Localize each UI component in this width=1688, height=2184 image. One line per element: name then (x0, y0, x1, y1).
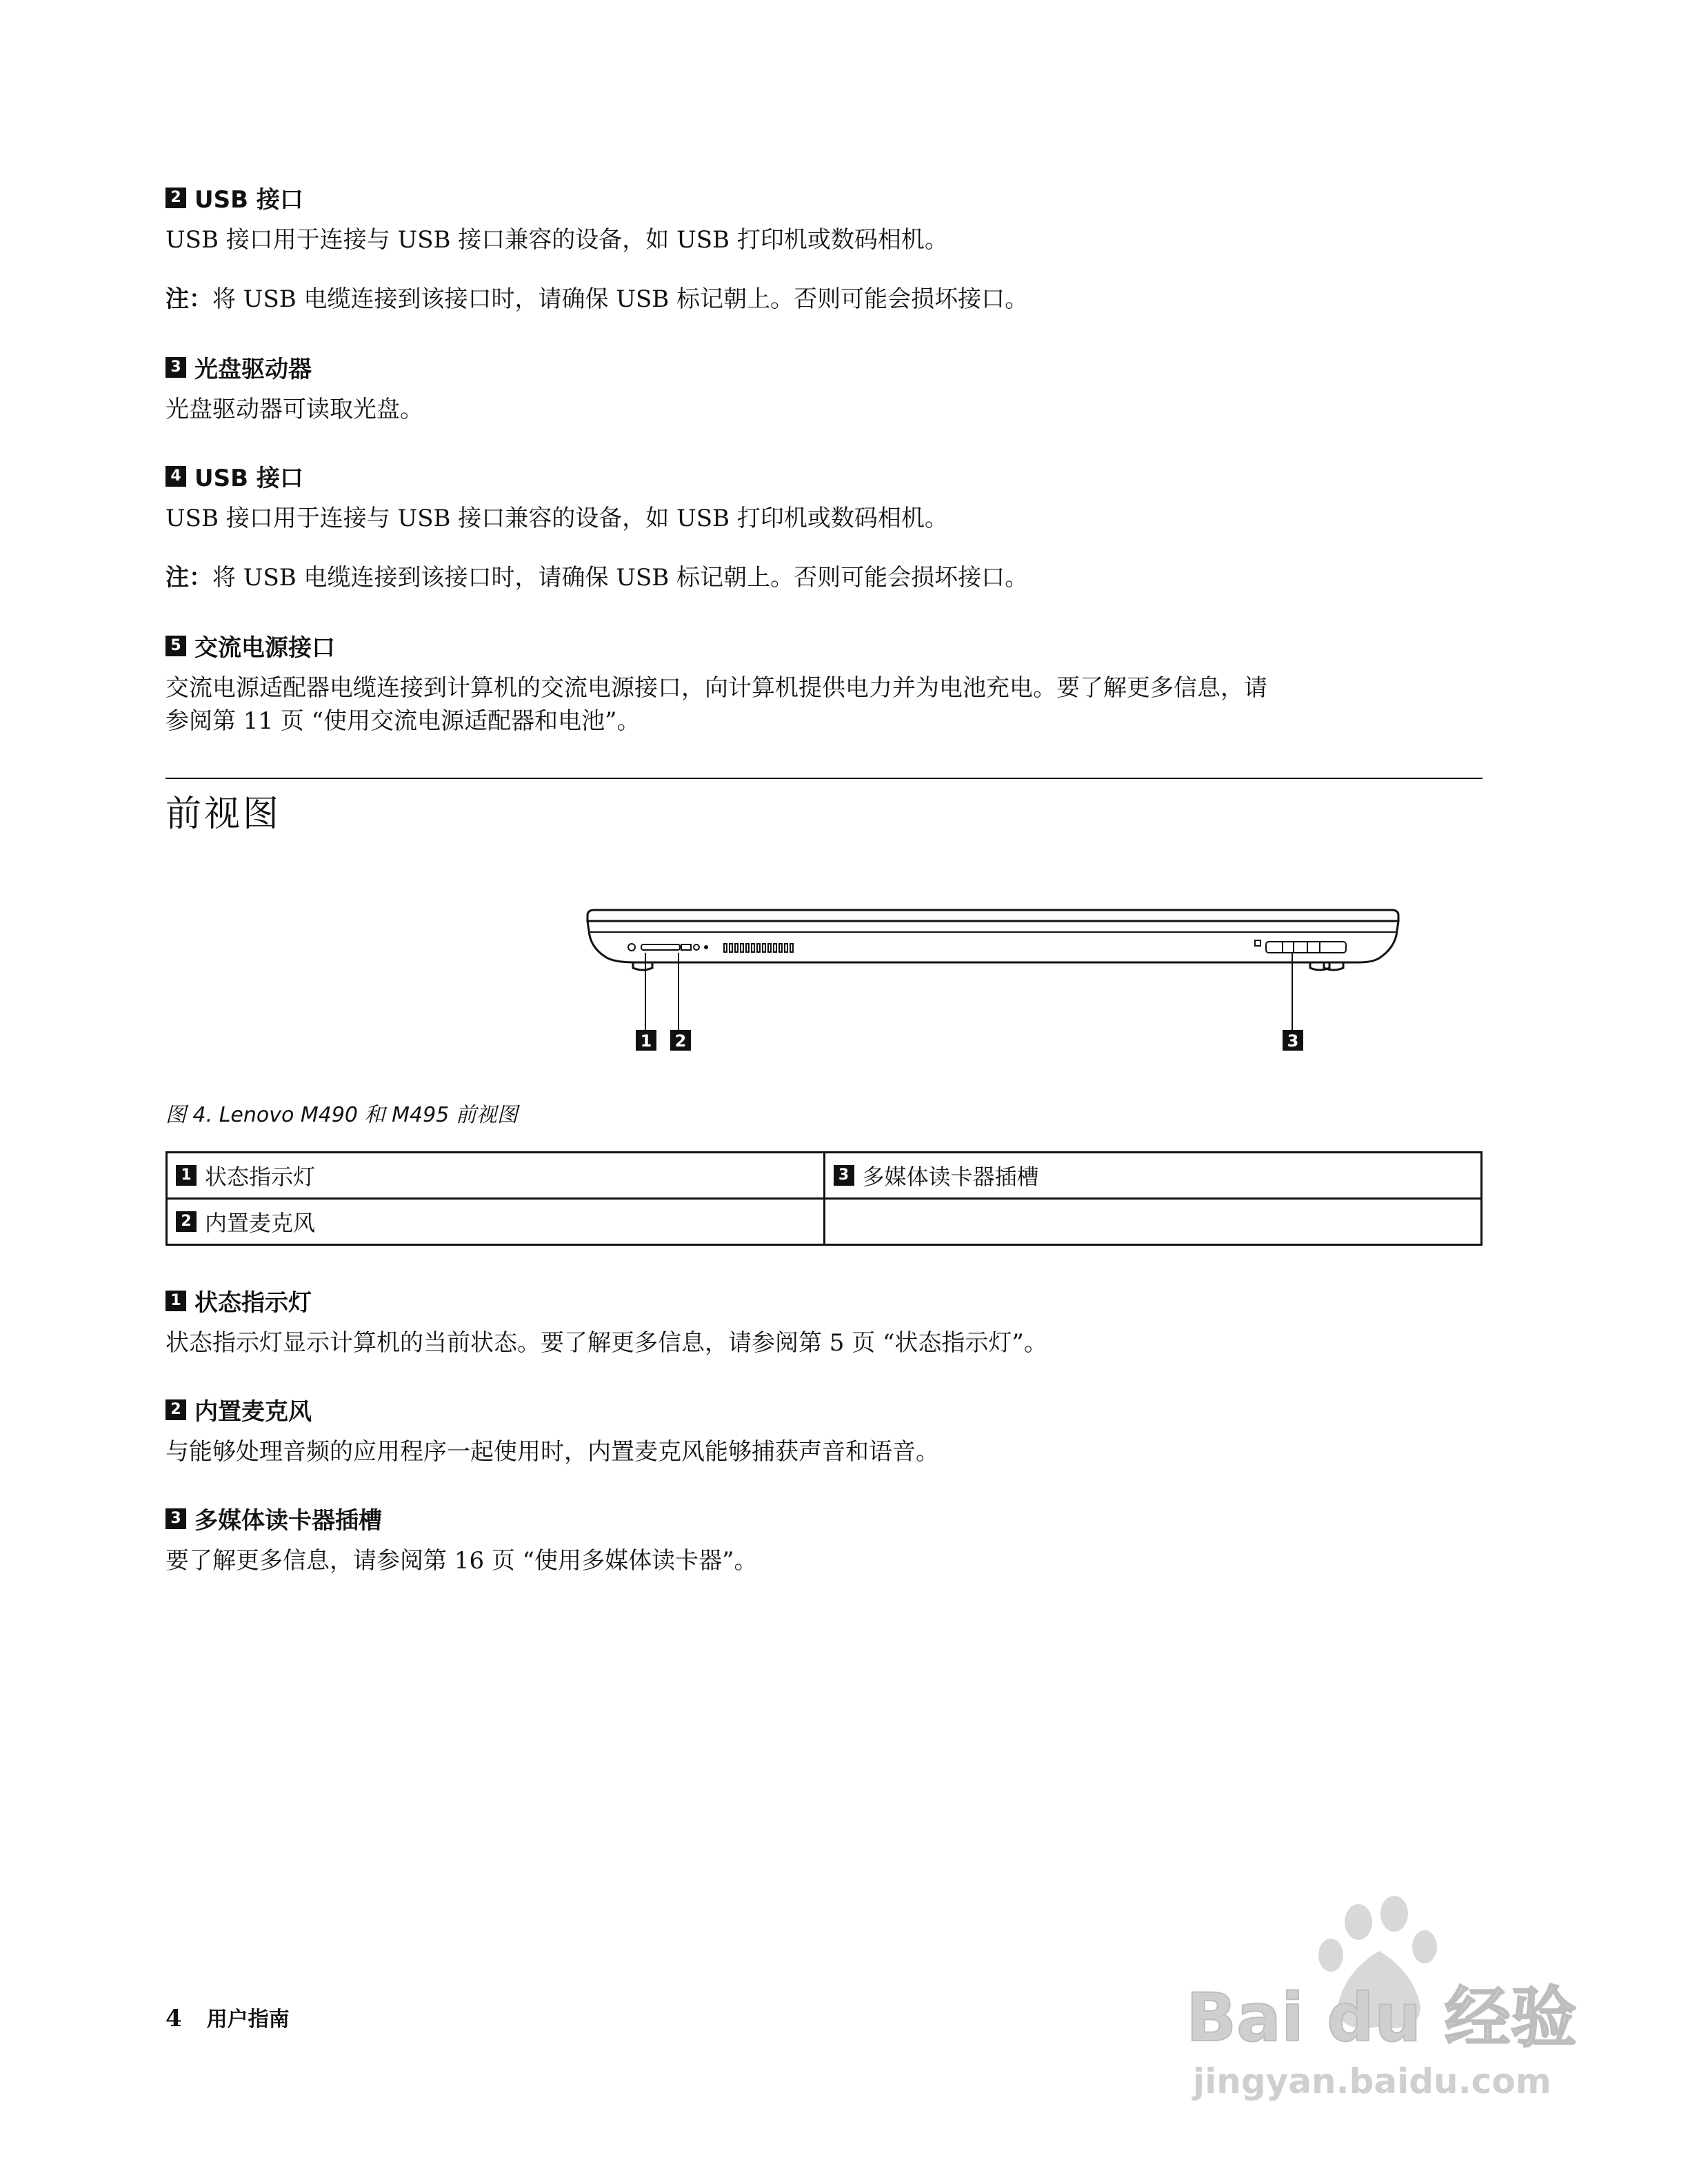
callout-badge: 3 (165, 357, 186, 378)
watermark-url: jingyan.baidu.com (1193, 2061, 1551, 2101)
section-body: 光盘驱动器可读取光盘。 (165, 396, 423, 423)
section-heading-card-reader (165, 1502, 382, 1535)
section-body: 与能够处理音频的应用程序一起使用时，内置麦克风能够捕获声音和语音。 (165, 1438, 939, 1466)
table-cell-empty (824, 1199, 1482, 1245)
callout-badge: 3 (834, 1165, 854, 1186)
section-note (165, 561, 1483, 594)
laptop-front-view-figure (414, 903, 1407, 1082)
callout-badge: 2 (165, 188, 186, 208)
callout-badge: 2 (176, 1211, 197, 1232)
heading-text: 光盘驱动器 (194, 356, 312, 383)
cell-label: 多媒体读卡器插槽 (862, 1164, 1039, 1190)
table-row (167, 1199, 1482, 1245)
note-text: 将 USB 电缆连接到该接口时，请确保 USB 标记朝上。否则可能会损坏接口。 (212, 564, 1029, 592)
section-body: 状态指示灯显示计算机的当前状态。要了解更多信息，请参阅第 5 页 “状态指示灯”。 (165, 1329, 1047, 1357)
section-heading-microphone (165, 1393, 312, 1426)
callout-badge: 4 (165, 466, 186, 487)
heading-text: USB 接口 (194, 465, 303, 492)
page-footer (165, 2002, 290, 2032)
section-note (165, 283, 1483, 316)
section-body-line-1: 交流电源适配器电缆连接到计算机的交流电源接口，向计算机提供电力并为电池充电。要了解更多信息，请 (165, 674, 1267, 702)
callout-badge: 1 (176, 1165, 197, 1186)
baidu-watermark-logo (1172, 1889, 1586, 2103)
section-body: USB 接口用于连接与 USB 接口兼容的设备，如 USB 打印机或数码相机。 (165, 505, 948, 532)
table-row (167, 1153, 1482, 1199)
section-body: USB 接口用于连接与 USB 接口兼容的设备，如 USB 打印机或数码相机。 (165, 226, 948, 254)
note-text: 将 USB 电缆连接到该接口时，请确保 USB 标记朝上。否则可能会损坏接口。 (212, 285, 1029, 313)
section-heading-status-indicator (165, 1284, 312, 1317)
heading-text: 状态指示灯 (194, 1289, 312, 1317)
heading-text: 多媒体读卡器插槽 (194, 1507, 382, 1535)
figure-caption: 图 4. Lenovo M490 和 M495 前视图 (165, 1103, 518, 1127)
section-heading-usb-4 (165, 459, 303, 493)
document-name: 用户指南 (206, 2008, 290, 2032)
figure-callout-1: 1 (640, 1031, 652, 1051)
heading-text: 内置麦克风 (194, 1398, 312, 1426)
callout-badge: 1 (165, 1291, 186, 1311)
section-heading-ac-power (165, 629, 335, 663)
table-cell (824, 1153, 1482, 1199)
page-number: 4 (165, 2005, 182, 2032)
note-label: 注： (165, 564, 212, 592)
callout-badge: 3 (165, 1508, 186, 1529)
section-body: 要了解更多信息，请参阅第 16 页 “使用多媒体读卡器”。 (165, 1547, 758, 1575)
figure-callout-3: 3 (1287, 1031, 1299, 1051)
section-body-line-2: 参阅第 11 页 “使用交流电源适配器和电池”。 (165, 707, 641, 735)
table-cell (167, 1153, 825, 1199)
section-divider (165, 778, 1483, 779)
heading-text: 交流电源接口 (194, 634, 335, 662)
cell-label: 状态指示灯 (205, 1164, 316, 1190)
section-heading-usb-2 (165, 181, 303, 214)
section-title-front-view: 前视图 (165, 793, 282, 835)
callout-badge: 2 (165, 1399, 186, 1420)
note-label: 注： (165, 285, 212, 313)
heading-text: USB 接口 (194, 186, 303, 214)
table-cell (167, 1199, 825, 1245)
watermark-brand: Bai du 经验 (1186, 1979, 1577, 2056)
parts-table (165, 1151, 1483, 1246)
section-heading-optical-drive (165, 350, 312, 384)
cell-label: 内置麦克风 (205, 1210, 316, 1236)
callout-badge: 5 (165, 636, 186, 656)
figure-callout-2: 2 (674, 1031, 687, 1051)
